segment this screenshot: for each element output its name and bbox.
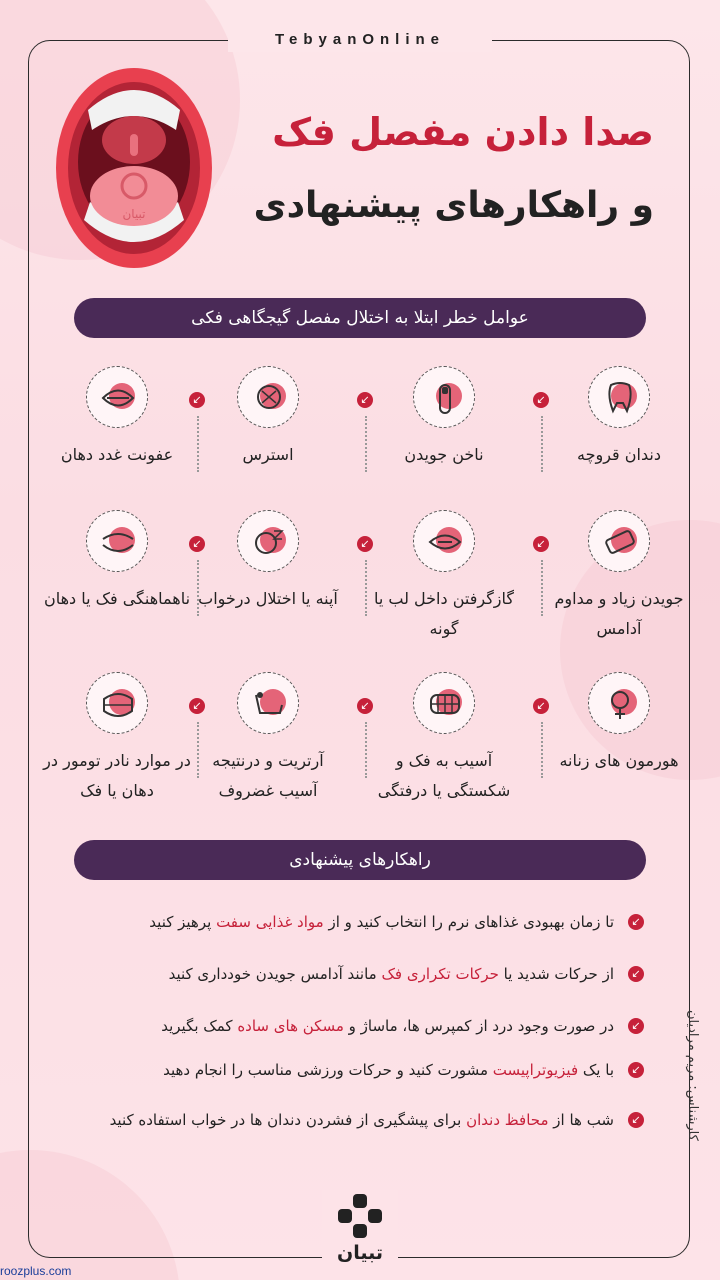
solution-text: با یک [578,1061,614,1079]
risk-factor-label: دندان قروچه [577,445,661,464]
risk-factor-label: آپنه یا اختلال درخواب [198,589,338,608]
risk-factor-label: در موارد نادر تومور در دهان یا فک [43,751,191,800]
solution-text: کمک بگیرید [161,1017,238,1035]
arrow-bullet-icon: ↙ [533,536,549,552]
arrow-bullet-icon: ↙ [357,536,373,552]
solution-item [70,1014,644,1038]
risk-factor-label: آرتریت و درنتیجه آسیب غضروف [212,751,324,800]
arrow-bullet-icon: ↙ [189,392,205,408]
solution-highlight: محافظ دندان [466,1111,549,1129]
solutions-banner: راهکارهای پیشنهادی [74,840,646,880]
risk-factor-item [193,510,343,614]
open-mouth-illustration [44,50,224,280]
arrow-bullet-icon: ↙ [628,966,644,982]
risk-factor-item [369,510,519,644]
female-hormone-icon [603,687,637,721]
risk-factor-item [544,510,694,644]
column-separator [197,560,199,616]
lip-bite-icon [428,525,462,559]
risk-factor-label: هورمون های زنانه [559,751,679,770]
tebyan-logo-text: تبیان [337,1242,383,1264]
risk-factor-item [193,672,343,806]
arrow-bullet-icon: ↙ [628,1112,644,1128]
chewing-gum-icon [603,525,637,559]
column-separator [541,560,543,616]
sleep-icon [252,525,286,559]
arrow-bullet-icon: ↙ [533,698,549,714]
risk-factor-label: آسیب به فک و شکستگی یا درفتگی [377,751,511,800]
solution-text: مشورت کنید و حرکات ورزشی مناسب را انجام دهید [163,1061,493,1079]
risk-factor-icon-circle [86,672,148,734]
risk-factor-icon-circle [237,672,299,734]
page-subtitle: و راهکارهای پیشنهادی [253,185,654,226]
column-separator [541,416,543,472]
solution-text: از حرکات شدید یا [498,965,614,983]
expert-credit: کارشناس: مریم مرادیان [685,1010,700,1141]
risk-factors-banner: عوامل خطر ابتلا به اختلال مفصل گیجگاهی فکی [74,298,646,338]
risk-factor-icon-circle [588,510,650,572]
arrow-bullet-icon: ↙ [189,536,205,552]
solution-highlight: مسکن های ساده [237,1017,344,1035]
risk-factor-label: ناخن جویدن [404,445,484,464]
risk-factor-item [42,366,192,470]
solution-highlight: فیزیوتراپیست [492,1061,579,1079]
arrow-bullet-icon: ↙ [357,392,373,408]
arrow-bullet-icon: ↙ [628,1062,644,1078]
risk-factor-item [369,672,519,806]
risk-factor-icon-circle [237,366,299,428]
brand-header: TebyanOnline [228,28,492,52]
arrow-bullet-icon: ↙ [628,1018,644,1034]
jaw-joint-icon [252,687,286,721]
risk-factor-item [42,672,192,806]
risk-factor-icon-circle [413,366,475,428]
column-separator [197,416,199,472]
solution-text: مانند آدامس جویدن خودداری کنید [168,965,382,983]
arrow-bullet-icon: ↙ [628,914,644,930]
risk-factor-item [369,366,519,470]
solution-item [70,1058,644,1082]
risk-factor-item [42,510,192,614]
column-separator [197,722,199,778]
column-separator [541,722,543,778]
risk-factor-icon-circle [86,366,148,428]
risk-factor-item [544,366,694,470]
solution-item [70,1108,644,1132]
risk-factor-label: جویدن زیاد و مداوم آدامس [554,589,684,638]
risk-factor-icon-circle [86,510,148,572]
solution-text: تا زمان بهبودی غذاهای نرم را انتخاب کنید و از [323,913,614,931]
solution-text: در صورت وجود درد از کمپرس ها، ماساژ و [343,1017,614,1035]
solution-text: شب ها از [548,1111,614,1129]
source-watermark: roozplus.com [0,1264,72,1278]
risk-factor-label: گازگرفتن داخل لب یا گونه [373,589,515,638]
mouth-logo-text: تبیان [122,207,146,221]
finger-nail-icon [428,381,462,415]
stressed-head-icon [252,381,286,415]
page-title: صدا دادن مفصل فک [272,110,654,154]
tebyan-logo-icon [338,1194,382,1238]
risk-factor-icon-circle [588,672,650,734]
risk-factor-icon-circle [237,510,299,572]
tebyan-logo [322,1190,398,1270]
risk-factor-label: عفونت غدد دهان [60,445,174,464]
solution-highlight: حرکات تکراری فک [381,965,499,983]
broken-teeth-icon [428,687,462,721]
column-separator [365,722,367,778]
risk-factor-icon-circle [413,672,475,734]
tooth-icon [603,381,637,415]
risk-factor-icon-circle [413,510,475,572]
risk-factor-icon-circle [588,366,650,428]
risk-factor-item [193,366,343,470]
column-separator [365,560,367,616]
mouth-infection-icon [101,381,135,415]
solution-item [70,910,644,934]
column-separator [365,416,367,472]
misaligned-jaw-icon [101,525,135,559]
risk-factor-label: استرس [242,445,294,464]
risk-factor-label: ناهماهنگی فک یا دهان [43,589,191,608]
solution-item [70,962,644,986]
arrow-bullet-icon: ↙ [357,698,373,714]
arrow-bullet-icon: ↙ [533,392,549,408]
risk-factor-item [544,672,694,776]
arrow-bullet-icon: ↙ [189,698,205,714]
solution-highlight: مواد غذایی سفت [216,913,324,931]
solution-text: برای پیشگیری از فشردن دندان ها در خواب استفاده کنید [109,1111,467,1129]
denture-icon [101,687,135,721]
solution-text: پرهیز کنید [149,913,217,931]
